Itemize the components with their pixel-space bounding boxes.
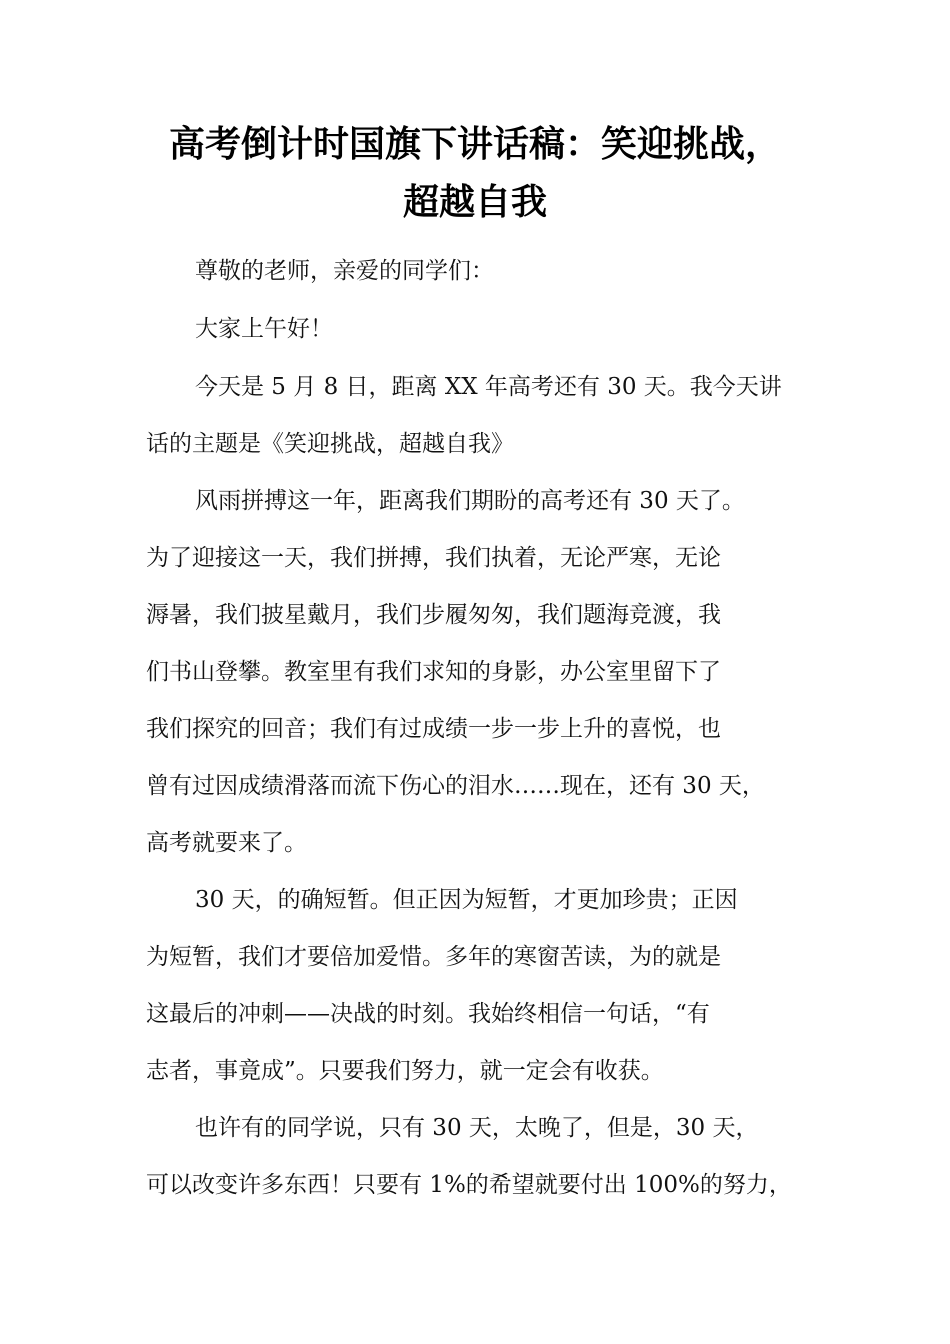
paragraph-line: 曾有过因成绩滑落而流下伤心的泪水……现在，还有 30 天， <box>146 773 765 799</box>
paragraph-line: 为了迎接这一天，我们拼搏，我们执着，无论严寒，无论 <box>146 545 721 571</box>
paragraph-line: 们书山登攀。教室里有我们求知的身影，办公室里留下了 <box>146 659 721 685</box>
paragraph-line: 溽暑，我们披星戴月，我们步履匆匆，我们题海竞渡，我 <box>146 602 721 628</box>
paragraph-line: 今天是 5 月 8 日，距离 XX 年高考还有 30 天。我今天讲 <box>195 374 782 400</box>
document-title-line-2: 超越自我 <box>402 182 547 223</box>
paragraph-line: 30 天，的确短暂。但正因为短暂，才更加珍贵；正因 <box>195 887 738 913</box>
paragraph-line: 风雨拼搏这一年，距离我们期盼的高考还有 30 天了。 <box>195 488 745 514</box>
greeting: 大家上午好！ <box>195 316 333 342</box>
paragraph-line: 这最后的冲刺——决战的时刻。我始终相信一句话，“有 <box>146 1001 710 1027</box>
salutation: 尊敬的老师，亲爱的同学们： <box>195 258 494 284</box>
paragraph-line: 志者，事竟成”。只要我们努力，就一定会有收获。 <box>146 1058 664 1084</box>
paragraph-line: 可以改变许多东西！只要有 1%的希望就要付出 100%的努力， <box>146 1172 792 1198</box>
paragraph-line: 高考就要来了。 <box>146 830 307 856</box>
paragraph-line: 我们探究的回音；我们有过成绩一步一步上升的喜悦，也 <box>146 716 721 742</box>
paragraph-line: 也许有的同学说，只有 30 天，太晚了，但是，30 天， <box>195 1115 759 1141</box>
document-title-line-1: 高考倒计时国旗下讲话稿：笑迎挑战， <box>168 124 781 165</box>
paragraph-line: 话的主题是《笑迎挑战，超越自我》 <box>146 431 514 457</box>
paragraph-line: 为短暂，我们才要倍加爱惜。多年的寒窗苦读，为的就是 <box>146 944 721 970</box>
